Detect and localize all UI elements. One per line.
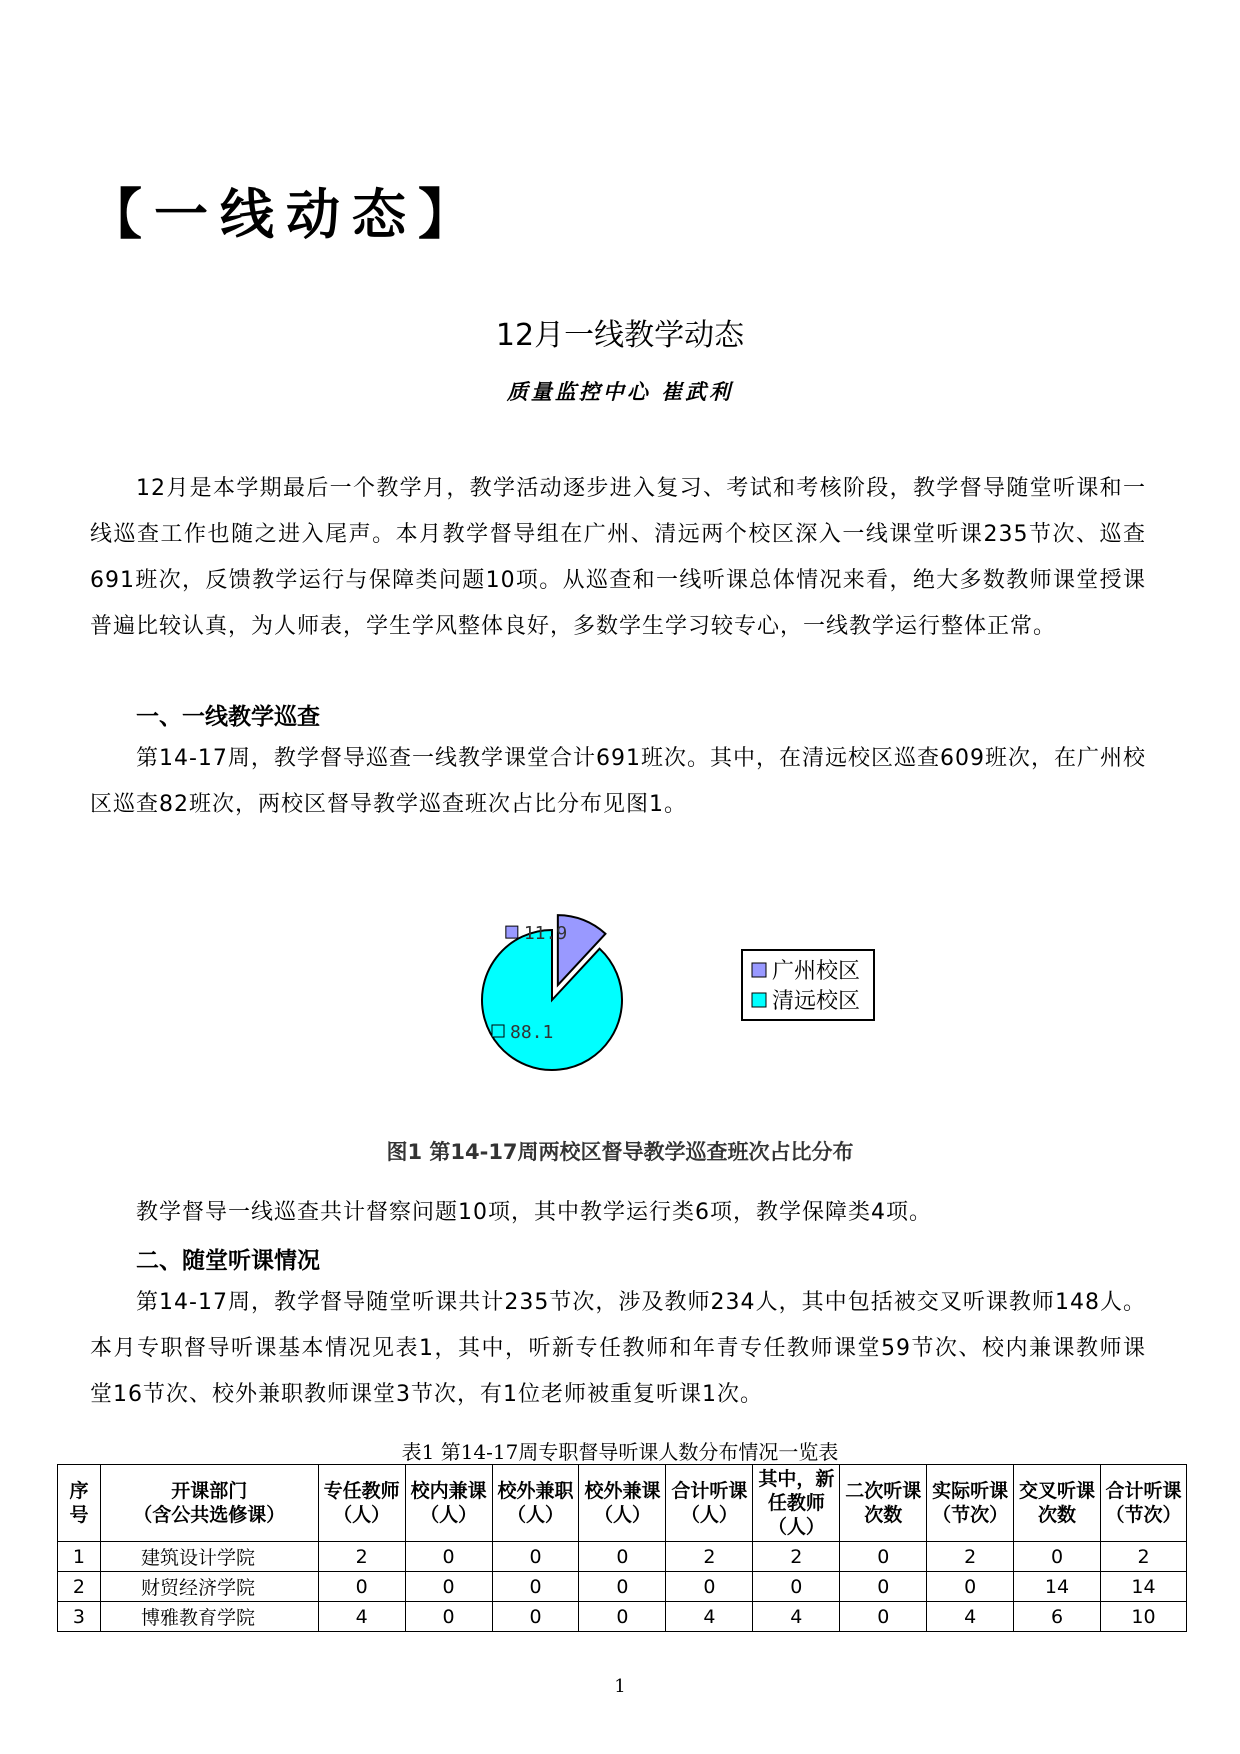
- chart-caption: 图1 第14-17周两校区督导教学巡查班次占比分布: [386, 1140, 854, 1164]
- table-header-text: 校外兼课: [584, 1480, 661, 1502]
- table-row: [58, 1572, 1187, 1602]
- table-header-1: [100, 1465, 318, 1542]
- legend-label-qingyuan: 清远校区: [772, 989, 861, 1014]
- pie-slice-1: [482, 930, 622, 1070]
- table-header-text: （人）: [507, 1504, 565, 1526]
- table-header-text: 交叉听课: [1019, 1480, 1096, 1502]
- table-header-text: （人）: [420, 1504, 478, 1526]
- table-cell: 10: [1100, 1602, 1186, 1632]
- legend-swatch-guangzhou: [752, 963, 766, 977]
- table-cell: 2: [753, 1542, 840, 1572]
- table-header-text: 号: [69, 1504, 89, 1526]
- table-header-text: 二次听课: [845, 1480, 922, 1502]
- table-cell: 2: [58, 1572, 101, 1602]
- table-header-text: （人）: [767, 1516, 825, 1538]
- page-number: 1: [614, 1676, 626, 1697]
- table-cell: 0: [579, 1572, 666, 1602]
- table-header-5: [579, 1465, 666, 1542]
- table-cell: 0: [840, 1602, 927, 1632]
- table-header-9: [927, 1465, 1014, 1542]
- table-cell: 财贸经济学院: [100, 1572, 318, 1602]
- table-cell: 3: [58, 1602, 101, 1632]
- table-cell: 0: [405, 1542, 492, 1572]
- table-header-4: [492, 1465, 579, 1542]
- table-header-text: （节次）: [932, 1504, 1009, 1526]
- document-title: 12月一线教学动态: [495, 318, 745, 353]
- pie-chart: [0, 880, 1240, 1120]
- table-cell: 0: [927, 1572, 1014, 1602]
- issues-paragraph: 教学督导一线巡查共计督察问题10项，其中教学运行类6项，教学保障类4项。: [136, 1200, 932, 1225]
- table-cell: 2: [927, 1542, 1014, 1572]
- table-cell: 0: [840, 1572, 927, 1602]
- table-cell: 4: [927, 1602, 1014, 1632]
- table-header-text: 开课部门: [171, 1480, 248, 1502]
- data-label-swatch-0: [506, 926, 518, 938]
- data-label-swatch-1: [492, 1025, 504, 1037]
- heading-lecture-observation: 二、随堂听课情况: [136, 1248, 320, 1274]
- table-cell: 0: [753, 1572, 840, 1602]
- inspection-paragraph: 第14-17周，教学督导巡查一线教学课堂合计691班次。其中，在清远校区巡查609班次，在广州校区巡查82班次，两校区督导教学巡查班次占比分布见图1。: [90, 746, 1146, 817]
- table-header-row: [58, 1465, 1187, 1542]
- table-header-text: （人）: [593, 1504, 651, 1526]
- table-header-11: [1100, 1465, 1186, 1542]
- table-header-6: [666, 1465, 753, 1542]
- table-header-0: [58, 1465, 101, 1542]
- table-header-8: [840, 1465, 927, 1542]
- table-cell: 0: [666, 1572, 753, 1602]
- table-header-3: [405, 1465, 492, 1542]
- table-header-text: 次数: [864, 1504, 903, 1526]
- table-cell: 4: [666, 1602, 753, 1632]
- table-caption: 表1 第14-17周专职督导听课人数分布情况一览表: [401, 1440, 839, 1464]
- table-header-text: 序: [69, 1480, 89, 1502]
- table-header-text: （人）: [680, 1504, 738, 1526]
- chart-legend: [742, 950, 874, 1020]
- data-label-1: 88.1: [510, 1022, 554, 1043]
- table-cell: 0: [579, 1542, 666, 1572]
- table-header-text: 实际听课: [932, 1480, 1009, 1502]
- table-cell: 0: [318, 1572, 405, 1602]
- table-header-7: [753, 1465, 840, 1542]
- table-cell: 14: [1100, 1572, 1186, 1602]
- table-cell: 0: [492, 1572, 579, 1602]
- data-label-0: 11.9: [523, 923, 568, 945]
- table-header-10: [1014, 1465, 1101, 1542]
- table-cell: 1: [58, 1542, 101, 1572]
- table-header-text: 校内兼课: [410, 1480, 487, 1502]
- legend-label-guangzhou: 广州校区: [772, 959, 861, 984]
- table-header-text: （人）: [333, 1504, 391, 1526]
- heading-inspection: 一、一线教学巡查: [136, 704, 320, 730]
- table-header-text: 专任教师: [323, 1480, 400, 1502]
- lecture-paragraph: 第14-17周，教学督导随堂听课共计235节次，涉及教师234人，其中包括被交叉听课教师148人。本月专职督导听课基本情况见表1，其中，听新专任教师和年青专任教师课堂59节次、校内兼课教师课堂16节次、校外兼职教师课堂3节次，有1位老师被重复听课1次。: [90, 1290, 1146, 1407]
- table-cell: 建筑设计学院: [100, 1542, 318, 1572]
- table-cell: 0: [840, 1542, 927, 1572]
- table-cell: 6: [1014, 1602, 1101, 1632]
- table-cell: 2: [318, 1542, 405, 1572]
- table-cell: 0: [579, 1602, 666, 1632]
- table-cell: 2: [1100, 1542, 1186, 1572]
- author-byline: 质量监控中心 崔武利: [506, 379, 734, 404]
- table-cell: 博雅教育学院: [100, 1602, 318, 1632]
- table-cell: 0: [405, 1602, 492, 1632]
- observation-table: [57, 1464, 1187, 1632]
- table-header-2: [318, 1465, 405, 1542]
- table-header-text: 校外兼职: [497, 1480, 574, 1502]
- table-row: [58, 1542, 1187, 1572]
- table-cell: 4: [753, 1602, 840, 1632]
- legend-swatch-qingyuan: [752, 993, 766, 1007]
- table-cell: 14: [1014, 1572, 1101, 1602]
- table-row: [58, 1602, 1187, 1632]
- table-cell: 4: [318, 1602, 405, 1632]
- table-cell: 0: [492, 1542, 579, 1572]
- table-cell: 0: [405, 1572, 492, 1602]
- table-header-text: （节次）: [1105, 1504, 1182, 1526]
- table-header-text: （含公共选修课）: [133, 1504, 286, 1526]
- table-header-text: 次数: [1038, 1504, 1077, 1526]
- intro-paragraph: 12月是本学期最后一个教学月，教学活动逐步进入复习、考试和考核阶段，教学督导随堂听课和一线巡查工作也随之进入尾声。本月教学督导组在广州、清远两个校区深入一线课堂听课235节次、巡查691班次，反馈教学运行与保障类问题10项。从巡查和一线听课总体情况来看，绝大多数教师课堂授课普遍比较认真，为人师表，学生学风整体良好，多数学生学习较专心，一线教学运行整体正常。: [90, 476, 1146, 639]
- table-cell: 0: [492, 1602, 579, 1632]
- table-body: [58, 1542, 1187, 1632]
- table-header-text: 其中，新: [758, 1468, 835, 1490]
- table-cell: 0: [1014, 1542, 1101, 1572]
- table-header-text: 合计听课: [1105, 1480, 1182, 1502]
- table-header-text: 任教师: [767, 1492, 825, 1514]
- table-header-text: 合计听课: [671, 1480, 748, 1502]
- section-title: 【一线动态】: [88, 183, 484, 246]
- table-cell: 2: [666, 1542, 753, 1572]
